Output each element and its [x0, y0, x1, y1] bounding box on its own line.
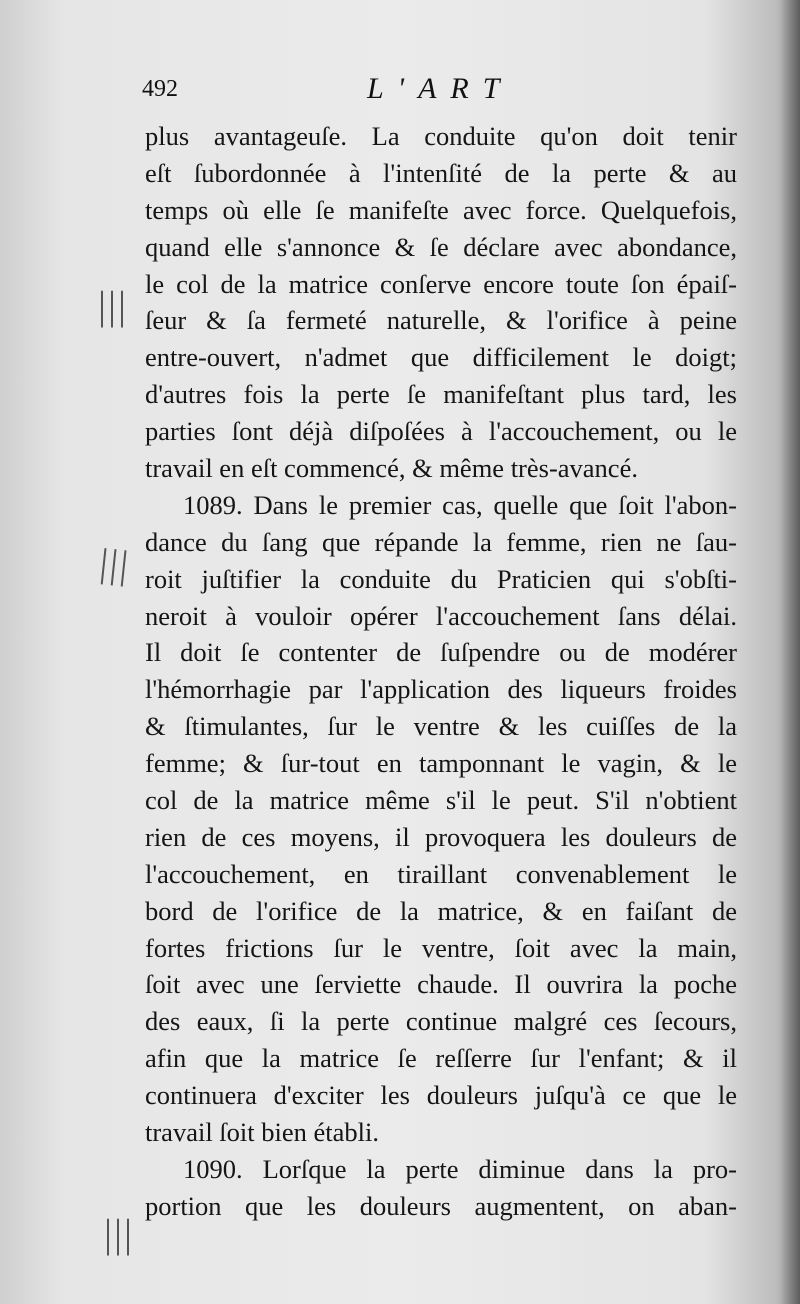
body-text — [145, 118, 737, 1225]
text-line: roit juſtifier la conduite du Praticien qui s'obſti- — [145, 563, 737, 594]
text-line: eſt ſubordonnée à l'intenſité de la perte & au — [145, 157, 737, 188]
paragraph-start: 1090. Lorſque la perte diminue dans la pro- — [183, 1153, 737, 1184]
text-line: Il doit ſe contenter de ſuſpendre ou de modérer — [145, 637, 737, 668]
text-line: continuera d'exciter les douleurs juſqu'à ce que le — [145, 1080, 737, 1111]
text-line: ſeur & ſa fermeté naturelle, & l'orifice à peine — [145, 305, 737, 336]
text-line: femme; & ſur-tout en tamponnant le vagin, & le — [145, 748, 737, 779]
text-line: rien de ces moyens, il provoquera les douleurs de — [145, 821, 737, 852]
text-line: dance du ſang que répande la femme, rien ne ſau- — [145, 526, 737, 557]
text-line: afin que la matrice ſe reſſerre ſur l'enfant; & il — [145, 1043, 737, 1074]
text-line: des eaux, ſi la perte continue malgré ces ſecours, — [145, 1006, 737, 1037]
text-line: neroit à vouloir opérer l'accouchement ſans délai. — [145, 600, 737, 631]
page-number: 492 — [142, 76, 178, 102]
page-header — [142, 72, 742, 116]
text-line: d'autres fois la perte ſe manifeſtant plus tard, les — [145, 379, 737, 410]
running-head: L'ART — [367, 72, 514, 105]
text-line: bord de l'orifice de la matrice, & en faiſant de — [145, 895, 737, 926]
text-line: quand elle s'annonce & ſe déclare avec abondance, — [145, 231, 737, 262]
paragraph-start: 1089. Dans le premier cas, quelle que ſoit l'abon- — [183, 489, 737, 520]
text-line: le col de la matrice conſerve encore toute ſon épaiſ- — [145, 268, 737, 299]
margin-mark: ||| — [104, 1211, 135, 1256]
text-line: l'hémorrhagie par l'application des liqueurs froides — [145, 674, 737, 705]
text-line: l'accouchement, en tiraillant convenablement le — [145, 858, 737, 889]
text-line: temps où elle ſe manifeſte avec force. Quelquefois, — [145, 194, 737, 225]
text-line: travail ſoit bien établi. — [145, 1117, 380, 1148]
margin-mark: ||| — [97, 539, 133, 588]
margin-mark: ||| — [98, 283, 129, 328]
text-line: ſoit avec une ſerviette chaude. Il ouvrira la poche — [145, 969, 737, 1000]
text-line: travail en eſt commencé, & même très-avancé. — [145, 453, 638, 484]
text-line: entre-ouvert, n'admet que difficilement le doigt; — [145, 342, 737, 373]
text-line: & ſtimulantes, ſur le ventre & les cuiſſes de la — [145, 711, 737, 742]
text-line: fortes frictions ſur le ventre, ſoit avec la main, — [145, 932, 737, 963]
text-line: portion que les douleurs augmentent, on aban- — [145, 1190, 737, 1221]
text-line: plus avantageuſe. La conduite qu'on doit tenir — [145, 121, 737, 151]
text-line: col de la matrice même s'il le peut. S'il n'obtient — [145, 785, 737, 816]
page-edge-shadow — [780, 0, 800, 1304]
text-line: parties ſont déjà diſpoſées à l'accouchement, ou le — [145, 416, 737, 447]
